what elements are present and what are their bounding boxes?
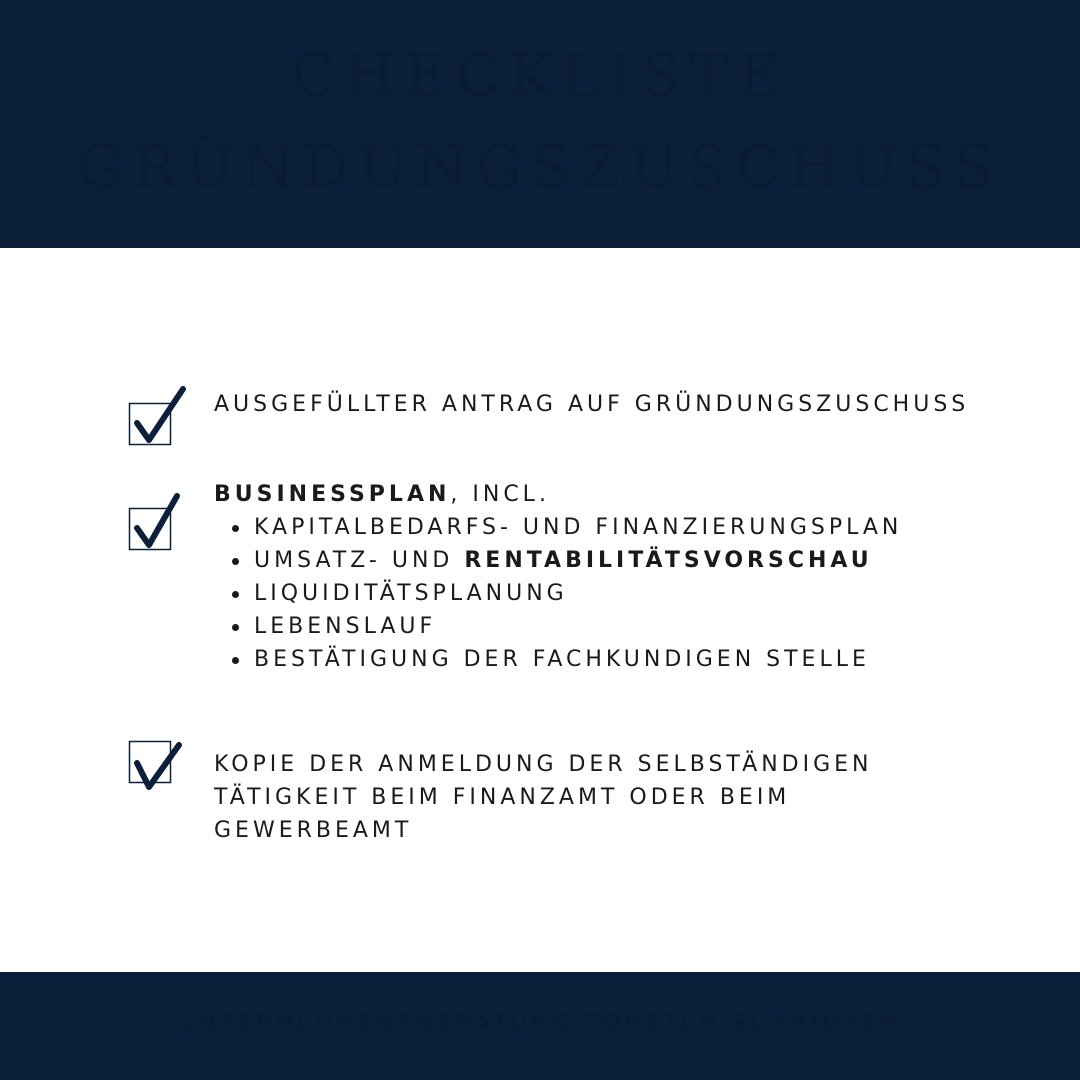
bullet-icon bbox=[232, 558, 239, 565]
checklist-item-anmeldung bbox=[214, 748, 1064, 847]
item-line-3: GEWERBEAMT bbox=[214, 818, 413, 843]
checkbox-checked-icon bbox=[129, 403, 171, 445]
list-item bbox=[232, 544, 902, 577]
bullet-icon bbox=[232, 657, 239, 664]
list-item bbox=[232, 610, 902, 643]
checklist-item-businessplan bbox=[214, 478, 1064, 511]
list-item-text: UMSATZ- UND bbox=[254, 548, 465, 573]
businessplan-label: BUSINESSPLAN bbox=[214, 482, 451, 507]
bullet-icon bbox=[232, 591, 239, 598]
page-title-line-2: GRÜNDUNGSZUSCHUSS bbox=[76, 133, 1004, 201]
checklist-item-antrag: AUSGEFÜLLTER ANTRAG AUF GRÜNDUNGSZUSCHUSS bbox=[214, 392, 970, 417]
checkbox-checked-icon bbox=[129, 508, 171, 550]
bullet-icon bbox=[232, 525, 239, 532]
footer-company-name: UNTERNEHMENSBERATUNG TORSTEN SCHRIMPER bbox=[178, 1011, 902, 1036]
list-item-text-bold: RENTABILITÄTSVORSCHAU bbox=[464, 548, 873, 573]
list-item bbox=[232, 511, 902, 544]
checkbox-checked-icon bbox=[129, 741, 171, 783]
item-line-1: KOPIE DER ANMELDUNG DER SELBSTÄNDIGEN bbox=[214, 752, 873, 777]
bullet-icon bbox=[232, 624, 239, 631]
list-item bbox=[232, 643, 902, 676]
item-line-2: TÄTIGKEIT BEIM FINANZAMT ODER BEIM bbox=[214, 785, 791, 810]
list-item-text: LIQUIDITÄTSPLANUNG bbox=[254, 581, 568, 606]
header-banner bbox=[0, 0, 1080, 248]
list-item bbox=[232, 577, 902, 610]
list-item-text: LEBENSLAUF bbox=[254, 614, 437, 639]
businessplan-sublist bbox=[232, 511, 902, 676]
list-item-text: KAPITALBEDARFS- UND FINANZIERUNGSPLAN bbox=[254, 515, 903, 540]
businessplan-suffix: , INCL. bbox=[450, 482, 550, 507]
page-title-line-1: CHECKLISTE bbox=[291, 41, 789, 109]
list-item-text: BESTÄTIGUNG DER FACHKUNDIGEN STELLE bbox=[254, 647, 870, 672]
